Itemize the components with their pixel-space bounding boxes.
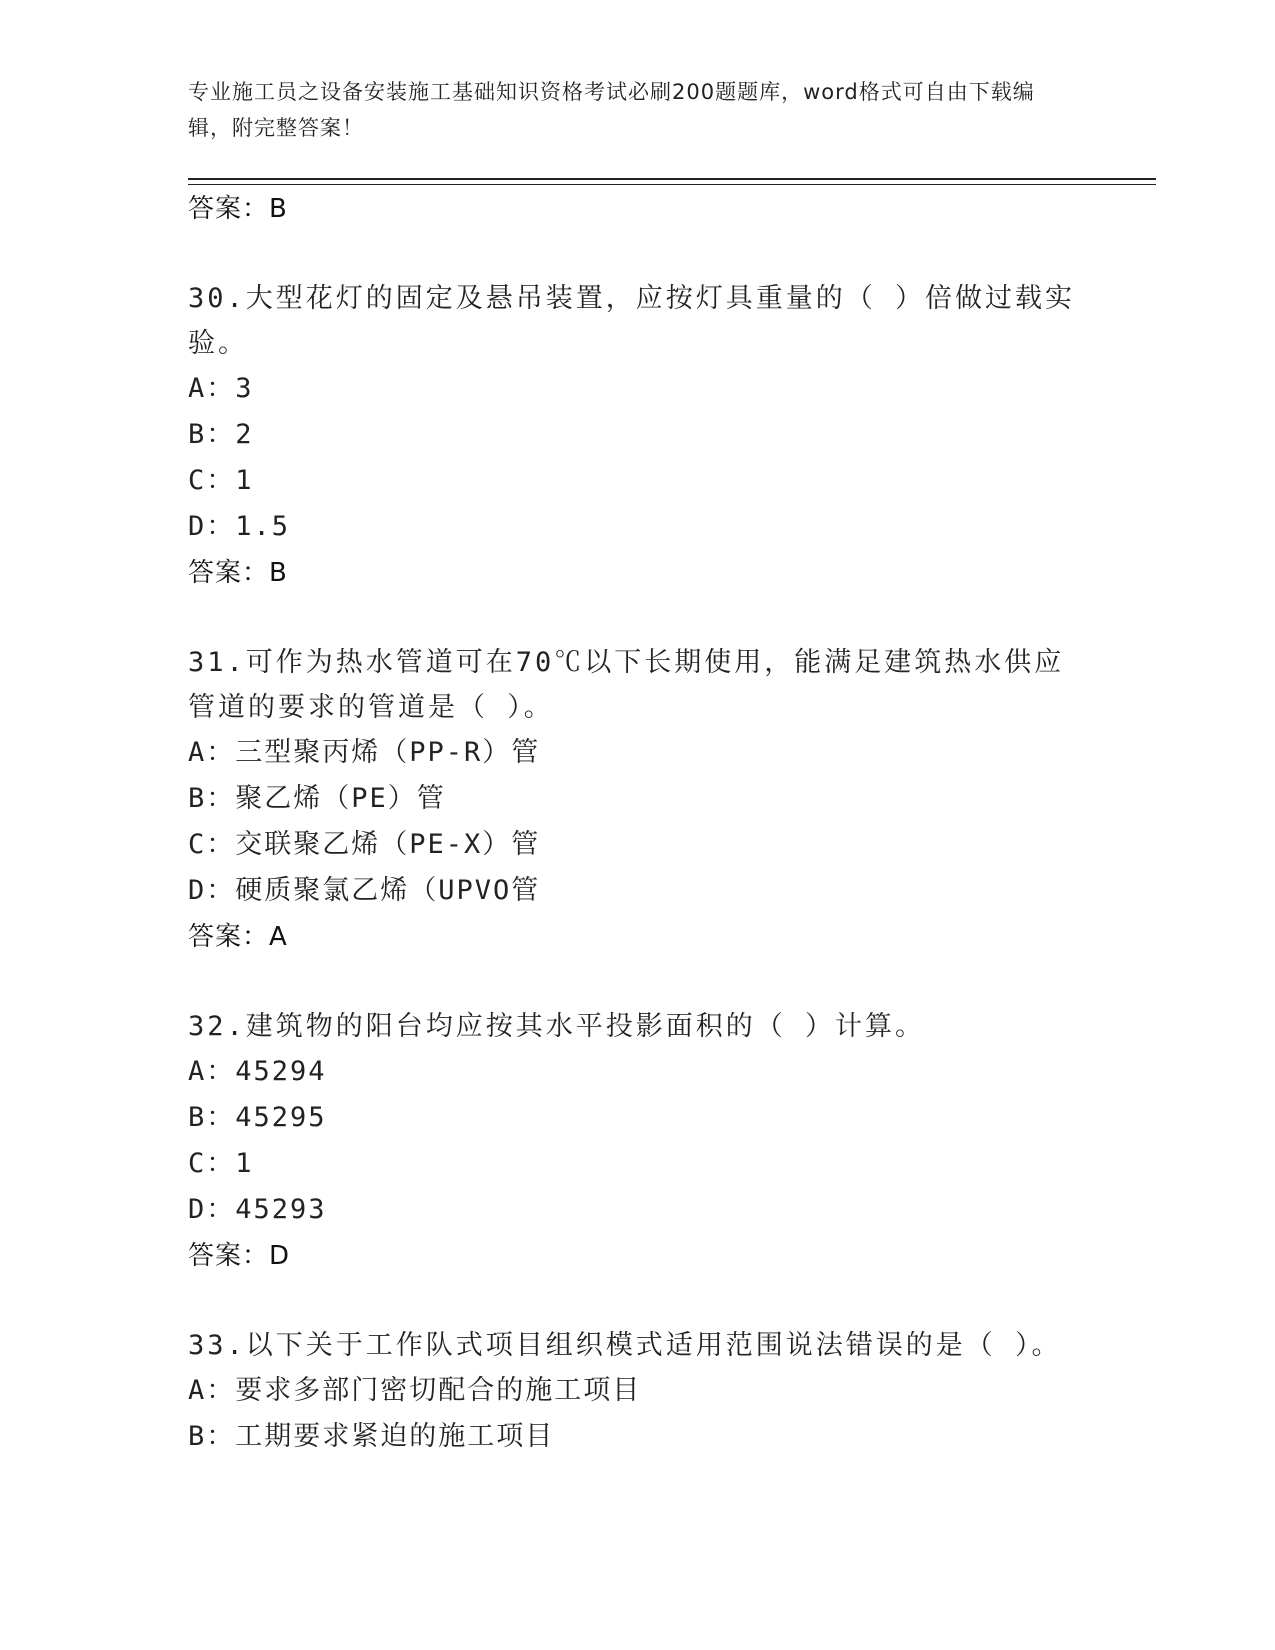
option-d: D：1.5 [188,511,291,542]
option-b: B：工期要求紧迫的施工项目 [188,1421,555,1452]
option-a: A：三型聚丙烯（PP-R）管 [188,737,541,768]
option-d: D：硬质聚氯乙烯（UPVO管 [188,875,541,906]
option-c: C：1 [188,1148,254,1179]
answer-line: 答案：B [188,194,288,224]
header-divider [188,178,1156,180]
answer-line: 答案：B [188,558,288,588]
option-c: C：1 [188,465,254,496]
option-a: A：要求多部门密切配合的施工项目 [188,1375,642,1406]
option-b: B：45295 [188,1102,327,1133]
option-a: A：45294 [188,1056,327,1087]
option-d: D：45293 [188,1194,327,1225]
question-text: 32.建筑物的阳台均应按其水平投影面积的（ ）计算。 [188,1011,926,1042]
answer-line: 答案：D [188,1241,291,1271]
answer-line: 答案：A [188,922,288,952]
question-text: 31.可作为热水管道可在70℃以下长期使用，能满足建筑热水供应管道的要求的管道是（ ）。 [188,647,1065,723]
option-c: C：交联聚乙烯（PE-X）管 [188,829,541,860]
option-b: B：聚乙烯（PE）管 [188,783,446,814]
question-text: 30.大型花灯的固定及悬吊装置，应按灯具重量的（ ）倍做过载实验。 [188,283,1076,359]
option-b: B：2 [188,419,254,450]
question-text: 33.以下关于工作队式项目组织模式适用范围说法错误的是（ ）。 [188,1330,1062,1361]
document-header: 专业施工员之设备安装施工基础知识资格考试必刷200题题库，word格式可自由下载编辑，附完整答案！ [188,80,1035,140]
question-list [188,186,1088,1460]
option-a: A：3 [188,373,254,404]
header-divider-thin [188,184,1156,185]
